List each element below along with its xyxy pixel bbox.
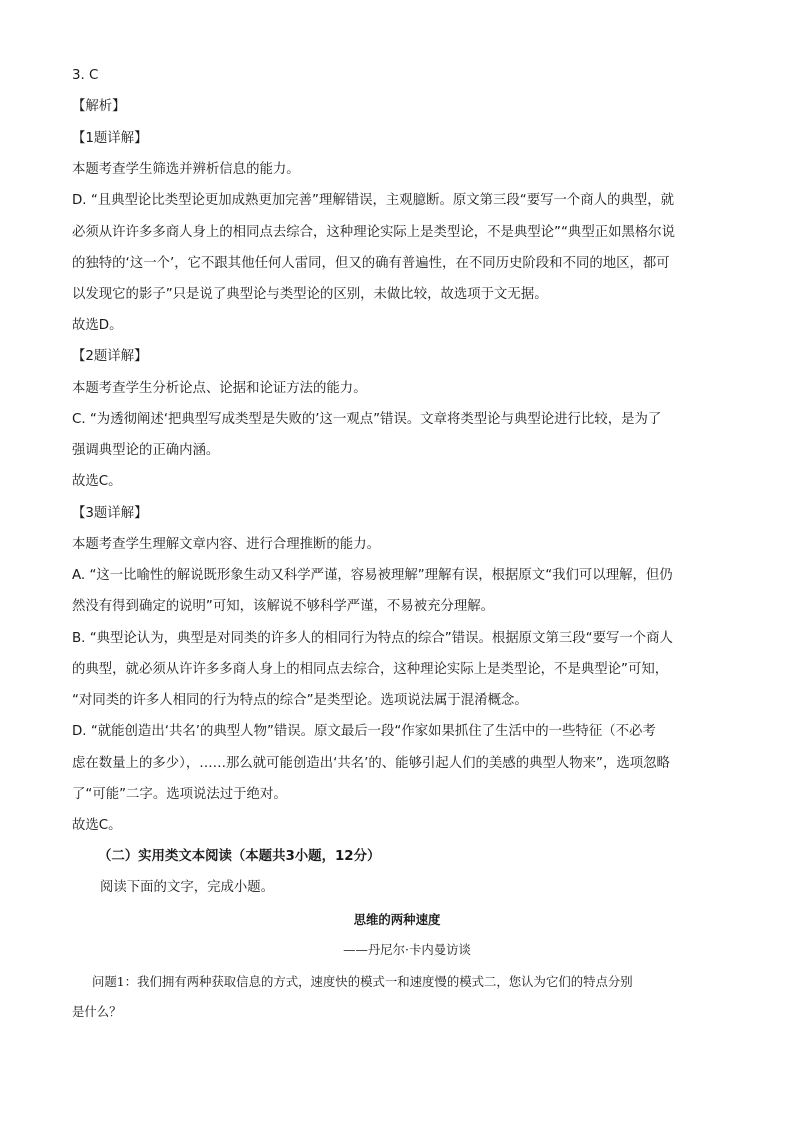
text-line: C. “为透彻阐述‘把典型写成类型是失败的’这一观点”错误。文章将类型论与典型论进行比较，是为了 bbox=[72, 412, 662, 427]
text-line: A. “这一比喻性的解说既形象生动又科学严谨，容易被理解”理解有误，根据原文“我们可以理解，但仍 bbox=[72, 568, 673, 583]
text-line: 故选D。 bbox=[72, 318, 123, 333]
analysis-label: 【解析】 bbox=[72, 99, 126, 114]
text-line: 本题考查学生理解文章内容、进行合理推断的能力。 bbox=[72, 537, 380, 552]
text-line: D. “且典型论比类型论更加成熟更加完善”理解错误，主观臆断。原文第三段“要写一个商人的典型，就 bbox=[72, 193, 675, 208]
text-line: D. “就能创造出‘共名’的典型人物”错误。原文最后一段“作家如果抓住了生活中的一些特征（不必考 bbox=[72, 724, 656, 739]
text-line: 的典型，就必须从许许多多商人身上的相同点去综合，这种理论实际上是类型论，不是典型论”可知， bbox=[72, 662, 669, 677]
text-line: 故选C。 bbox=[72, 474, 122, 489]
text-line: 以发现它的影子”只是说了典型论与类型论的区别，未做比较，故选项于文无据。 bbox=[72, 287, 548, 302]
text-line: 虑在数量上的多少），……那么就可能创造出‘共名’的、能够引起人们的美感的典型人物来”，选项忽略 bbox=[72, 756, 670, 771]
text-line: “对同类的许多人相同的行为特点的综合”是类型论。选项说法属于混淆概念。 bbox=[72, 693, 528, 708]
text-line: 强调典型论的正确内涵。 bbox=[72, 443, 220, 458]
subheading-q2: 【2题详解】 bbox=[72, 349, 148, 364]
text-line: 故选C。 bbox=[72, 818, 122, 833]
text-line: 本题考查学生筛选并辨析信息的能力。 bbox=[72, 162, 300, 177]
section-heading: （二）实用类文本阅读（本题共3小题，12分） bbox=[98, 849, 381, 864]
instruction: 阅读下面的文字，完成小题。 bbox=[100, 880, 275, 895]
article-subtitle: ——丹尼尔·卡内曼访谈 bbox=[343, 942, 471, 957]
text-line: B. “典型论认为，典型是对同类的许多人的相同行为特点的综合”错误。根据原文第三段“要写一个商人 bbox=[72, 631, 673, 646]
text-line: 的独特的‘这一个’，它不跟其他任何人雷同，但又的确有普遍性，在不同历史阶段和不同的地区，都可 bbox=[72, 256, 670, 271]
answer-number: 3. C bbox=[72, 68, 99, 83]
question-text: 问题1：我们拥有两种获取信息的方式，速度快的模式一和速度慢的模式二，您认为它们的特点分别 bbox=[92, 974, 633, 989]
text-line: 必须从许许多多商人身上的相同点去综合，这种理论实际上是类型论，不是典型论”“典型正如黑格尔说 bbox=[72, 225, 676, 240]
subheading-q3: 【3题详解】 bbox=[72, 506, 148, 521]
question-text-cont: 是什么？ bbox=[72, 1004, 122, 1019]
text-line: 了“可能”二字。选项说法过于绝对。 bbox=[72, 787, 287, 802]
text-line: 然没有得到确定的说明”可知，该解说不够科学严谨，不易被充分理解。 bbox=[72, 599, 495, 614]
subheading-q1: 【1题详解】 bbox=[72, 131, 148, 146]
text-line: 本题考查学生分析论点、论据和论证方法的能力。 bbox=[72, 381, 367, 396]
article-title: 思维的两种速度 bbox=[353, 912, 441, 927]
